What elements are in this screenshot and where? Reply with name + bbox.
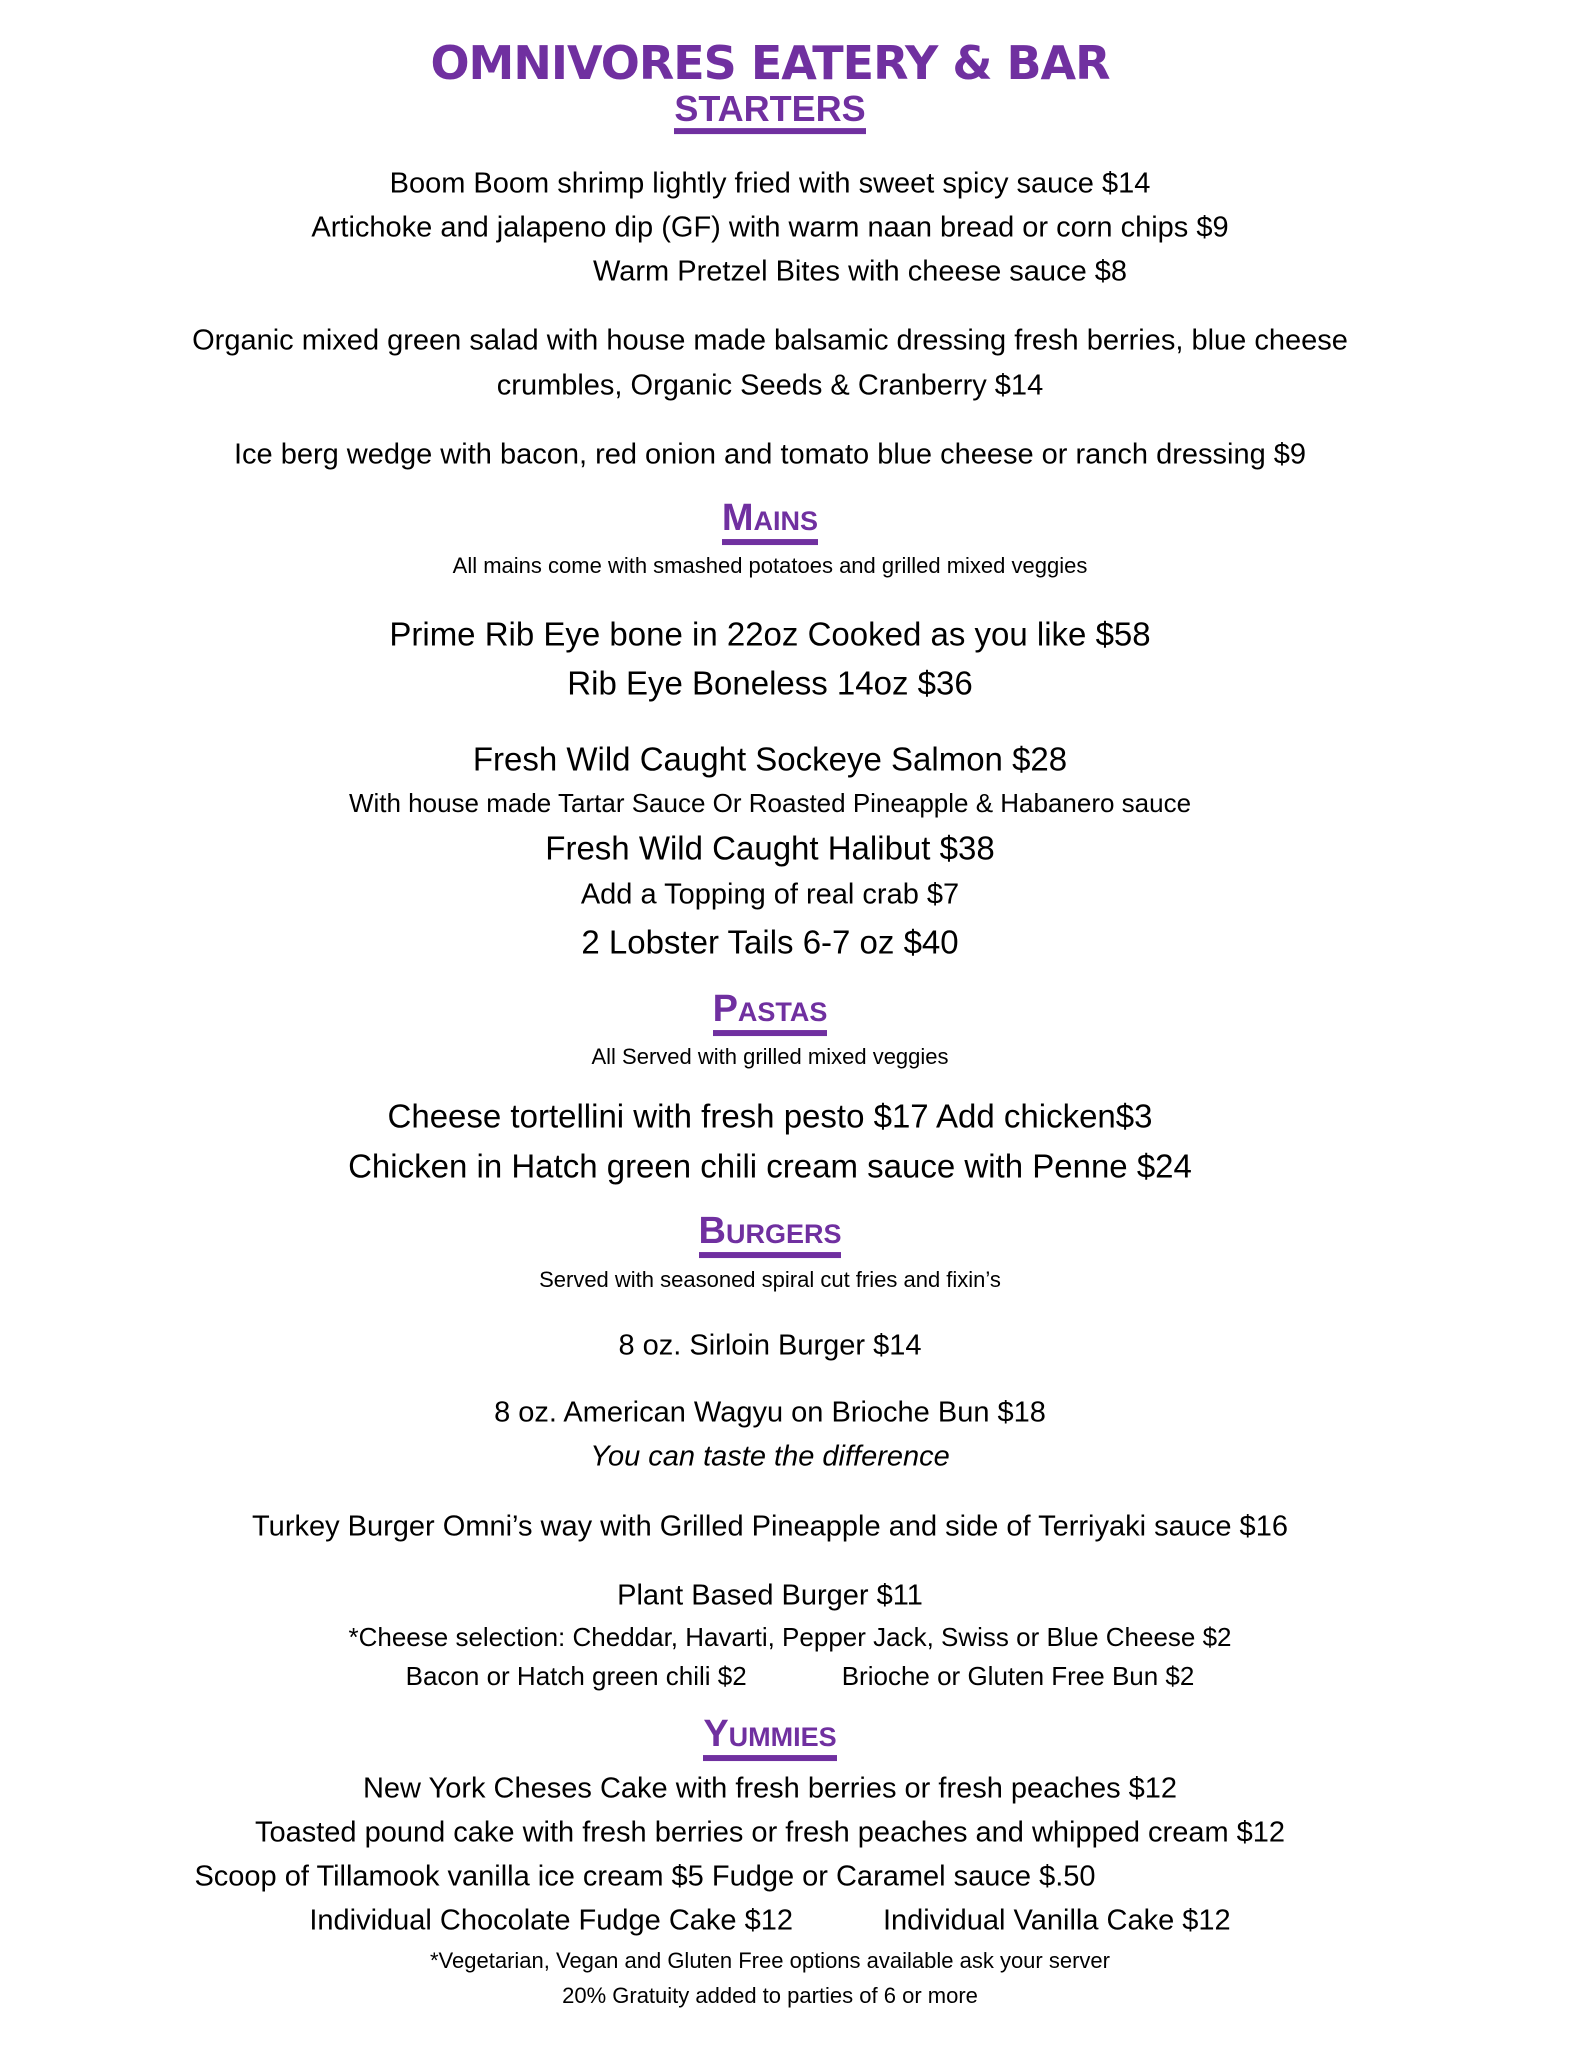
menu-item: Chicken in Hatch green chili cream sauce with Penne $24 xyxy=(348,1147,1192,1185)
addon-bacon-chili: Bacon or Hatch green chili $2 xyxy=(405,1661,747,1691)
addon-bun: Brioche or Gluten Free Bun $2 xyxy=(841,1661,1195,1691)
section-subtitle: Served with seasoned spiral cut fries and fixin’s xyxy=(539,1267,1001,1292)
menu-item: New York Cheses Cake with fresh berries or fresh peaches $12 xyxy=(362,1772,1178,1805)
menu-item: Toasted pound cake with fresh berries or fresh peaches and whipped cream $12 xyxy=(254,1816,1286,1849)
menu-item-vanilla-cake: Individual Vanilla Cake $12 xyxy=(882,1904,1231,1937)
menu-item-continued: crumbles, Organic Seeds & Cranberry $14 xyxy=(496,369,1044,402)
burger-addons-row xyxy=(30,1663,1570,1689)
yummies-heading-text: Yummies xyxy=(703,1715,836,1761)
menu-item: Fresh Wild Caught Halibut $38 xyxy=(545,829,995,867)
restaurant-title: OMNIVORES EATERY & BAR xyxy=(430,36,1110,90)
gratuity-note: 20% Gratuity added to parties of 6 or more xyxy=(562,1983,978,2008)
menu-item: Fresh Wild Caught Sockeye Salmon $28 xyxy=(472,740,1068,778)
cakes-row xyxy=(0,1904,1540,1937)
menu-item: Ice berg wedge with bacon, red onion and tomato blue cheese or ranch dressing $9 xyxy=(233,438,1307,471)
menu-item: Artichoke and jalapeno dip (GF) with warm naan bread or corn chips $9 xyxy=(311,211,1229,244)
menu-item-chocolate-cake: Individual Chocolate Fudge Cake $12 xyxy=(309,1904,793,1937)
menu-item-tagline: You can taste the difference xyxy=(590,1440,950,1473)
menu-item: Scoop of Tillamook vanilla ice cream $5 Fudge or Caramel sauce $.50 xyxy=(194,1860,1096,1893)
burgers-heading-text: Burgers xyxy=(699,1212,842,1258)
menu-item: 2 Lobster Tails 6-7 oz $40 xyxy=(581,923,959,961)
menu-item: Organic mixed green salad with house made balsamic dressing fresh berries, blue cheese xyxy=(192,324,1348,357)
dietary-options-note: *Vegetarian, Vegan and Gluten Free options available ask your server xyxy=(430,1948,1110,1973)
starters-heading-text: STARTERS xyxy=(674,90,865,134)
menu-item: Prime Rib Eye bone in 22oz Cooked as you like $58 xyxy=(389,615,1151,653)
menu-item: Plant Based Burger $11 xyxy=(617,1579,923,1612)
menu-item: 8 oz. American Wagyu on Brioche Bun $18 xyxy=(494,1396,1046,1429)
section-heading-burgers xyxy=(0,1212,1540,1258)
section-heading-yummies xyxy=(0,1715,1540,1761)
mains-heading-text: Mains xyxy=(722,499,818,545)
menu-item: Turkey Burger Omni’s way with Grilled Pineapple and side of Terriyaki sauce $16 xyxy=(252,1510,1288,1543)
section-subtitle: All mains come with smashed potatoes and grilled mixed veggies xyxy=(452,553,1088,578)
menu-item: Cheese tortellini with fresh pesto $17 Add chicken$3 xyxy=(387,1097,1153,1135)
menu-item: 8 oz. Sirloin Burger $14 xyxy=(618,1329,922,1362)
section-heading-starters xyxy=(0,90,1540,134)
section-subtitle: All Served with grilled mixed veggies xyxy=(591,1044,949,1069)
pastas-heading-text: Pastas xyxy=(713,990,828,1036)
cheese-selection-note: *Cheese selection: Cheddar, Havarti, Pepper Jack, Swiss or Blue Cheese $2 xyxy=(348,1622,1232,1652)
menu-item-addon: Add a Topping of real crab $7 xyxy=(580,878,960,911)
section-heading-mains xyxy=(0,499,1540,545)
menu-item: Boom Boom shrimp lightly fried with sweet spicy sauce $14 xyxy=(389,167,1151,200)
menu-item: Warm Pretzel Bites with cheese sauce $8 xyxy=(592,255,1128,288)
section-heading-pastas xyxy=(0,990,1540,1036)
menu-item-note: With house made Tartar Sauce Or Roasted Pineapple & Habanero sauce xyxy=(348,788,1192,818)
menu-item: Rib Eye Boneless 14oz $36 xyxy=(567,664,973,702)
